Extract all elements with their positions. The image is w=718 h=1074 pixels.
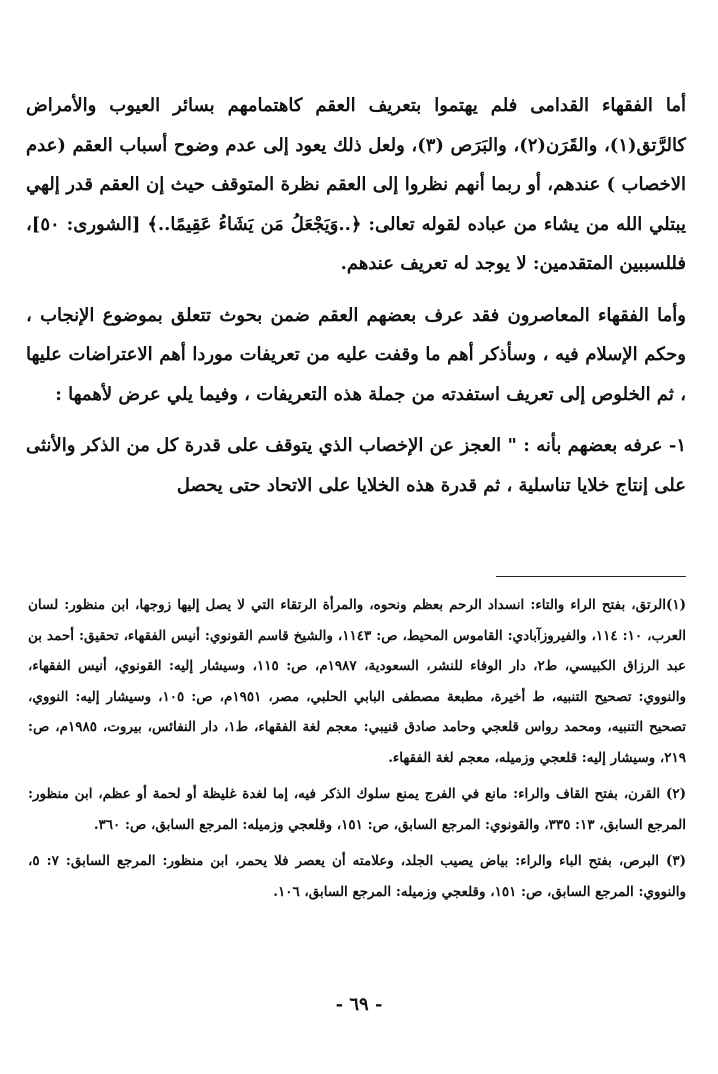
page-number: - ٦٩ - [335,994,383,1015]
footnote-separator [496,576,686,577]
footnote-1: (١)الرتق، بفتح الراء والتاء: انسداد الرحم بعظم ونحوه، والمرأة الرتقاء التي لا يصل إليها زوجها، ابن منظور: لسان العرب، ١٠: ١١٤، والفيروزآبادي: القاموس المحيط، ص: ١١٤٣، والشيخ قاسم القونوي: أنيس الفقهاء، تحقيق: أحمد بن عبد الرزاق الكبيسي، ط٢، دار الوفاء للنشر، السعودية، ١٩٨٧م، ص: ١١٥، وسيشار إليه: القونوي، أنيس الفقهاء، والنووي: تصحيح التنبيه، ط أخيرة، مطبعة مصطفى البابي الحلبي، مصر، ١٩٥١م، ص: ١٠٥، وسيشار إليه: النووي، تصحيح التنبيه، ومحمد رواس قلعجي وحامد صادق قنيبي: معجم لغة الفقهاء، ط١، دار النفائس، بيروت، ١٩٨٥م، ص: ٢١٩، وسيشار إليه: قلعجي وزميله، معجم لغة الفقهاء. [28,597,687,766]
main-text [26,86,686,505]
paragraph-contemporary-jurists: وأما الفقهاء المعاصرون فقد عرف بعضهم العقم ضمن بحوث تتعلق بموضوع الإنجاب ، وحكم الإسلام فيه ، وسأذكر أهم ما وقفت عليه من تعريفات موردا أهم الاعتراضات عليها ، ثم الخلوص إلى تعريف استفدته من جملة هذه التعريفات ، وفيما يلي عرض لأهمها : [26,304,686,405]
footnotes [28,590,686,913]
quran-verse: ﴿..وَيَجْعَلُ مَن يَشَاءُ عَقِيمًا..﴾ [147,213,362,235]
paragraph-classical-jurists [26,86,686,284]
footnote-2: (٢) القرن، بفتح القاف والراء: مانع في الفرج يمنع سلوك الذكر فيه، إما لغدة غليظة أو لحمة أو عظم، ابن منظور: المرجع السابق، ١٣: ٣٣٥، والقونوي: المرجع السابق، ص: ١٥١، وقلعجي وزميله: المرجع السابق، ص: ٣٦٠. [28,786,686,833]
paragraph-1-end: [الشورى: ٥٠]، فللسببين المتقدمين: لا يوجد له تعريف عندهم. [26,213,686,274]
paragraph-1-text: أما الفقهاء القدامى فلم يهتموا بتعريف العقم كاهتمامهم بسائر العيوب والأمراض كالرَّتق(١)، والقَرَن(٢)، والبَرَص (٣)، ولعل ذلك يعود إلى عدم وضوح أسباب العقم (عدم الاخصاب ) عندهم، أو ربما أنهم نظروا إلى العقم نظرة المتوقف حيث إن العقم قدر إلهي يبتلي الله من يشاء من عباده لقوله تعالى: [26,95,686,235]
footnote-3: (٣) البرص، بفتح الباء والراء: بياض يصيب الجلد، وعلامته أن يعصر فلا يحمر، ابن منظور: المرجع السابق: ٧: ٥، والنووي: المرجع السابق، ص: ١٥١، وقلعجي وزميله: المرجع السابق، ١٠٦. [28,853,686,900]
paragraph-definition-1: ١- عرفه بعضهم بأنه : " العجز عن الإخصاب الذي يتوقف على قدرة كل من الذكر والأنثى على إنتاج خلايا تناسلية ، ثم قدرة هذه الخلايا على الاتحاد حتى يحصل [26,435,686,496]
